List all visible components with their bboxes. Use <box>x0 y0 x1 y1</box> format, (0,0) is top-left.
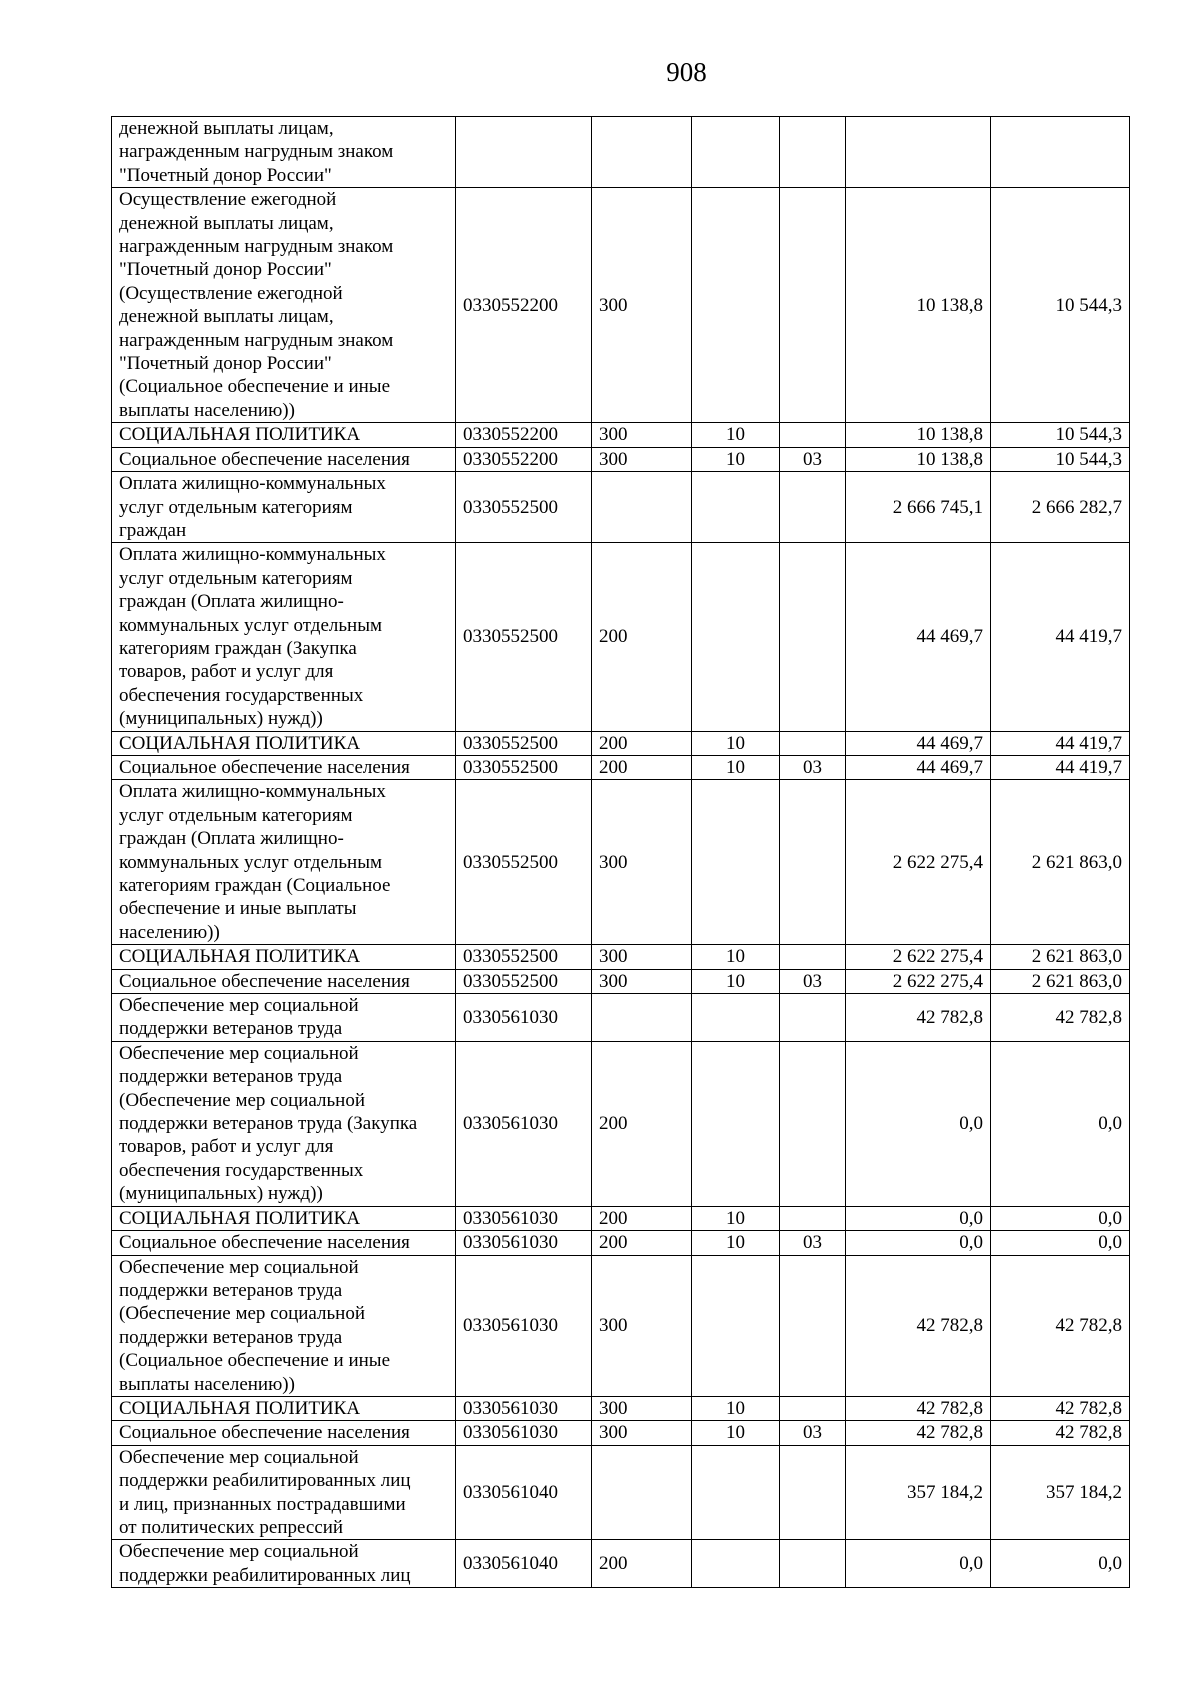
cell-subsection: 03 <box>780 1421 846 1445</box>
cell-target-article: 0330561030 <box>456 1396 592 1420</box>
budget-table <box>111 116 1130 1588</box>
table-row <box>112 969 1130 993</box>
table-row <box>112 755 1130 779</box>
cell-amount-year-2 <box>991 117 1130 188</box>
cell-subsection <box>780 1445 846 1540</box>
cell-section <box>692 188 780 423</box>
item-name-line: "Почетный донор России" <box>119 353 332 375</box>
cell-section <box>692 1540 780 1588</box>
table-row <box>112 472 1130 543</box>
cell-section: 10 <box>692 945 780 969</box>
item-name-line: Обеспечение мер социальной <box>119 1256 359 1278</box>
item-name-line: Оплата жилищно-коммунальных <box>119 544 386 566</box>
cell-amount-year-1: 10 138,8 <box>846 447 991 471</box>
cell-item-name <box>112 447 456 471</box>
cell-amount-year-2: 44 419,7 <box>991 755 1130 779</box>
cell-amount-year-1 <box>846 117 991 188</box>
cell-item-name <box>112 1041 456 1206</box>
cell-amount-year-1: 0,0 <box>846 1041 991 1206</box>
cell-subsection: 03 <box>780 969 846 993</box>
table-row <box>112 1231 1130 1255</box>
item-name-line: граждан (Оплата жилищно- <box>119 828 344 850</box>
item-name-line: СОЦИАЛЬНАЯ ПОЛИТИКА <box>119 946 361 968</box>
cell-amount-year-2: 10 544,3 <box>991 423 1130 447</box>
item-name-line: поддержки ветеранов труда <box>119 1066 343 1088</box>
cell-expense-type: 200 <box>592 1540 692 1588</box>
cell-amount-year-2: 42 782,8 <box>991 1421 1130 1445</box>
item-name-line: (муниципальных) нужд)) <box>119 708 323 730</box>
cell-target-article: 0330561040 <box>456 1445 592 1540</box>
cell-target-article: 0330552200 <box>456 423 592 447</box>
cell-target-article: 0330552500 <box>456 543 592 731</box>
item-name-line: граждан <box>119 519 187 541</box>
cell-amount-year-1: 0,0 <box>846 1231 991 1255</box>
cell-item-name <box>112 117 456 188</box>
cell-subsection <box>780 117 846 188</box>
cell-expense-type: 300 <box>592 1421 692 1445</box>
table-row <box>112 994 1130 1042</box>
table-row <box>112 1255 1130 1396</box>
cell-subsection <box>780 1540 846 1588</box>
item-name-line: награжденным нагрудным знаком <box>119 141 394 163</box>
cell-target-article: 0330552200 <box>456 188 592 423</box>
cell-amount-year-2: 42 782,8 <box>991 1255 1130 1396</box>
cell-amount-year-1: 0,0 <box>846 1540 991 1588</box>
cell-item-name <box>112 1540 456 1588</box>
table-row <box>112 1540 1130 1588</box>
table-row <box>112 945 1130 969</box>
cell-amount-year-1: 2 622 275,4 <box>846 969 991 993</box>
table-row <box>112 447 1130 471</box>
cell-amount-year-1: 42 782,8 <box>846 994 991 1042</box>
cell-subsection <box>780 780 846 945</box>
cell-expense-type: 300 <box>592 188 692 423</box>
cell-subsection <box>780 1396 846 1420</box>
cell-target-article: 0330552200 <box>456 447 592 471</box>
cell-item-name <box>112 969 456 993</box>
item-name-line: СОЦИАЛЬНАЯ ПОЛИТИКА <box>119 732 361 754</box>
cell-item-name <box>112 188 456 423</box>
cell-section: 10 <box>692 731 780 755</box>
cell-item-name <box>112 543 456 731</box>
cell-target-article: 0330561030 <box>456 1041 592 1206</box>
table-row <box>112 1421 1130 1445</box>
cell-amount-year-1: 357 184,2 <box>846 1445 991 1540</box>
cell-amount-year-1: 0,0 <box>846 1206 991 1230</box>
cell-amount-year-1: 10 138,8 <box>846 423 991 447</box>
cell-item-name <box>112 945 456 969</box>
cell-amount-year-1: 2 622 275,4 <box>846 780 991 945</box>
cell-amount-year-2: 0,0 <box>991 1206 1130 1230</box>
item-name-line: Социальное обеспечение населения <box>119 970 410 992</box>
cell-item-name <box>112 1396 456 1420</box>
item-name-line: денежной выплаты лицам, <box>119 306 334 328</box>
cell-section <box>692 117 780 188</box>
table-row <box>112 423 1130 447</box>
item-name-line: (муниципальных) нужд)) <box>119 1183 323 1205</box>
cell-target-article <box>456 117 592 188</box>
item-name-line: поддержки реабилитированных лиц <box>119 1564 411 1586</box>
cell-item-name <box>112 780 456 945</box>
cell-section: 10 <box>692 447 780 471</box>
cell-amount-year-2: 2 621 863,0 <box>991 780 1130 945</box>
item-name-line: услуг отдельным категориям <box>119 496 353 518</box>
cell-amount-year-2: 42 782,8 <box>991 1396 1130 1420</box>
cell-expense-type: 200 <box>592 731 692 755</box>
cell-amount-year-1: 42 782,8 <box>846 1396 991 1420</box>
cell-amount-year-1: 44 469,7 <box>846 755 991 779</box>
cell-target-article: 0330552500 <box>456 472 592 543</box>
item-name-line: Социальное обеспечение населения <box>119 448 410 470</box>
cell-subsection: 03 <box>780 447 846 471</box>
item-name-line: поддержки ветеранов труда (Закупка <box>119 1113 418 1135</box>
cell-target-article: 0330561040 <box>456 1540 592 1588</box>
cell-item-name <box>112 472 456 543</box>
cell-section <box>692 1255 780 1396</box>
cell-target-article: 0330561030 <box>456 1206 592 1230</box>
cell-amount-year-2: 0,0 <box>991 1041 1130 1206</box>
cell-section <box>692 472 780 543</box>
table-row <box>112 117 1130 188</box>
item-name-line: Социальное обеспечение населения <box>119 756 410 778</box>
cell-subsection <box>780 423 846 447</box>
table-body <box>112 117 1130 1588</box>
cell-expense-type: 300 <box>592 1396 692 1420</box>
cell-expense-type: 300 <box>592 1255 692 1396</box>
cell-item-name <box>112 731 456 755</box>
cell-item-name <box>112 1231 456 1255</box>
table-row <box>112 1206 1130 1230</box>
cell-amount-year-1: 42 782,8 <box>846 1421 991 1445</box>
item-name-line: товаров, работ и услуг для <box>119 661 334 683</box>
cell-item-name <box>112 1421 456 1445</box>
cell-target-article: 0330561030 <box>456 1231 592 1255</box>
cell-section: 10 <box>692 1396 780 1420</box>
cell-expense-type: 300 <box>592 945 692 969</box>
item-name-line: товаров, работ и услуг для <box>119 1136 334 1158</box>
item-name-line: (Социальное обеспечение и иные <box>119 1350 391 1372</box>
cell-amount-year-2: 44 419,7 <box>991 731 1130 755</box>
item-name-line: Социальное обеспечение населения <box>119 1422 410 1444</box>
cell-amount-year-2: 2 621 863,0 <box>991 969 1130 993</box>
cell-subsection <box>780 731 846 755</box>
cell-expense-type <box>592 117 692 188</box>
cell-section <box>692 1445 780 1540</box>
cell-expense-type: 200 <box>592 755 692 779</box>
cell-target-article: 0330561030 <box>456 1255 592 1396</box>
cell-item-name <box>112 1445 456 1540</box>
cell-amount-year-2: 0,0 <box>991 1231 1130 1255</box>
item-name-line: денежной выплаты лицам, <box>119 212 334 234</box>
cell-target-article: 0330552500 <box>456 945 592 969</box>
cell-amount-year-1: 42 782,8 <box>846 1255 991 1396</box>
item-name-line: категориям граждан (Социальное <box>119 875 391 896</box>
cell-section: 10 <box>692 423 780 447</box>
cell-expense-type: 200 <box>592 543 692 731</box>
cell-expense-type: 300 <box>592 969 692 993</box>
cell-section: 10 <box>692 1421 780 1445</box>
item-name-line: (Социальное обеспечение и иные <box>119 376 391 398</box>
cell-item-name <box>112 1206 456 1230</box>
cell-subsection <box>780 1255 846 1396</box>
item-name-line: и лиц, признанных пострадавшими <box>119 1493 406 1515</box>
item-name-line: коммунальных услуг отдельным <box>119 614 383 636</box>
cell-amount-year-2: 2 621 863,0 <box>991 945 1130 969</box>
page-number: 908 <box>666 57 707 87</box>
item-name-line: коммунальных услуг отдельным <box>119 851 383 873</box>
cell-subsection <box>780 945 846 969</box>
cell-amount-year-2: 357 184,2 <box>991 1445 1130 1540</box>
cell-section <box>692 780 780 945</box>
cell-subsection <box>780 994 846 1042</box>
cell-amount-year-1: 2 666 745,1 <box>846 472 991 543</box>
item-name-line: обеспечение и иные выплаты <box>119 898 357 920</box>
cell-section: 10 <box>692 1231 780 1255</box>
item-name-line: категориям граждан (Закупка <box>119 637 357 659</box>
cell-expense-type: 300 <box>592 447 692 471</box>
item-name-line: поддержки ветеранов труда <box>119 1326 343 1348</box>
cell-target-article: 0330552500 <box>456 780 592 945</box>
cell-subsection <box>780 1206 846 1230</box>
item-name-line: услуг отдельным категориям <box>119 567 353 589</box>
cell-target-article: 0330552500 <box>456 731 592 755</box>
item-name-line: поддержки ветеранов труда <box>119 1018 343 1040</box>
cell-expense-type: 200 <box>592 1231 692 1255</box>
item-name-line: денежной выплаты лицам, <box>119 118 334 139</box>
table-row <box>112 731 1130 755</box>
cell-subsection <box>780 188 846 423</box>
item-name-line: выплаты населению)) <box>119 399 295 421</box>
item-name-line: СОЦИАЛЬНАЯ ПОЛИТИКА <box>119 1207 361 1229</box>
table-row <box>112 780 1130 945</box>
item-name-line: награжденным нагрудным знаком <box>119 236 394 258</box>
item-name-line: населению)) <box>119 921 220 943</box>
cell-item-name <box>112 994 456 1042</box>
table-row <box>112 1396 1130 1420</box>
item-name-line: Обеспечение мер социальной <box>119 1541 359 1563</box>
item-name-line: Обеспечение мер социальной <box>119 1446 359 1468</box>
cell-section: 10 <box>692 1206 780 1230</box>
cell-expense-type <box>592 472 692 543</box>
cell-subsection <box>780 1041 846 1206</box>
cell-section <box>692 994 780 1042</box>
item-name-line: поддержки ветеранов труда <box>119 1279 343 1301</box>
cell-target-article: 0330561030 <box>456 994 592 1042</box>
cell-expense-type <box>592 1445 692 1540</box>
item-name-line: (Обеспечение мер социальной <box>119 1089 365 1111</box>
cell-amount-year-2: 0,0 <box>991 1540 1130 1588</box>
cell-expense-type: 300 <box>592 423 692 447</box>
item-name-line: Обеспечение мер социальной <box>119 995 359 1017</box>
cell-amount-year-2: 44 419,7 <box>991 543 1130 731</box>
cell-section: 10 <box>692 755 780 779</box>
cell-expense-type <box>592 994 692 1042</box>
cell-expense-type: 300 <box>592 780 692 945</box>
item-name-line: "Почетный донор России" <box>119 259 332 281</box>
cell-amount-year-1: 10 138,8 <box>846 188 991 423</box>
cell-target-article: 0330552500 <box>456 755 592 779</box>
cell-section: 10 <box>692 969 780 993</box>
item-name-line: обеспечения государственных <box>119 1159 364 1181</box>
item-name-line: поддержки реабилитированных лиц <box>119 1470 411 1492</box>
item-name-line: Обеспечение мер социальной <box>119 1042 359 1064</box>
item-name-line: "Почетный донор России" <box>119 164 332 186</box>
item-name-line: граждан (Оплата жилищно- <box>119 591 344 613</box>
cell-subsection: 03 <box>780 755 846 779</box>
cell-target-article: 0330561030 <box>456 1421 592 1445</box>
cell-expense-type: 200 <box>592 1041 692 1206</box>
item-name-line: Оплата жилищно-коммунальных <box>119 781 386 803</box>
cell-amount-year-2: 2 666 282,7 <box>991 472 1130 543</box>
item-name-line: обеспечения государственных <box>119 684 364 706</box>
item-name-line: от политических репрессий <box>119 1516 344 1538</box>
item-name-line: выплаты населению)) <box>119 1373 295 1395</box>
item-name-line: награжденным нагрудным знаком <box>119 329 394 351</box>
cell-amount-year-2: 10 544,3 <box>991 447 1130 471</box>
cell-section <box>692 543 780 731</box>
cell-target-article: 0330552500 <box>456 969 592 993</box>
item-name-line: СОЦИАЛЬНАЯ ПОЛИТИКА <box>119 424 361 446</box>
cell-amount-year-1: 44 469,7 <box>846 731 991 755</box>
cell-subsection <box>780 543 846 731</box>
cell-amount-year-1: 44 469,7 <box>846 543 991 731</box>
item-name-line: Социальное обеспечение населения <box>119 1232 410 1254</box>
item-name-line: (Обеспечение мер социальной <box>119 1303 365 1325</box>
item-name-line: СОЦИАЛЬНАЯ ПОЛИТИКА <box>119 1397 361 1419</box>
item-name-line: услуг отдельным категориям <box>119 804 353 826</box>
cell-item-name <box>112 423 456 447</box>
table-row <box>112 543 1130 731</box>
cell-subsection <box>780 472 846 543</box>
table-row <box>112 188 1130 423</box>
table-row <box>112 1445 1130 1540</box>
cell-section <box>692 1041 780 1206</box>
item-name-line: (Осуществление ежегодной <box>119 282 343 304</box>
item-name-line: Осуществление ежегодной <box>119 189 337 211</box>
cell-item-name <box>112 755 456 779</box>
item-name-line: Оплата жилищно-коммунальных <box>119 473 386 495</box>
cell-amount-year-1: 2 622 275,4 <box>846 945 991 969</box>
cell-subsection: 03 <box>780 1231 846 1255</box>
cell-amount-year-2: 10 544,3 <box>991 188 1130 423</box>
cell-item-name <box>112 1255 456 1396</box>
cell-expense-type: 200 <box>592 1206 692 1230</box>
table-row <box>112 1041 1130 1206</box>
cell-amount-year-2: 42 782,8 <box>991 994 1130 1042</box>
